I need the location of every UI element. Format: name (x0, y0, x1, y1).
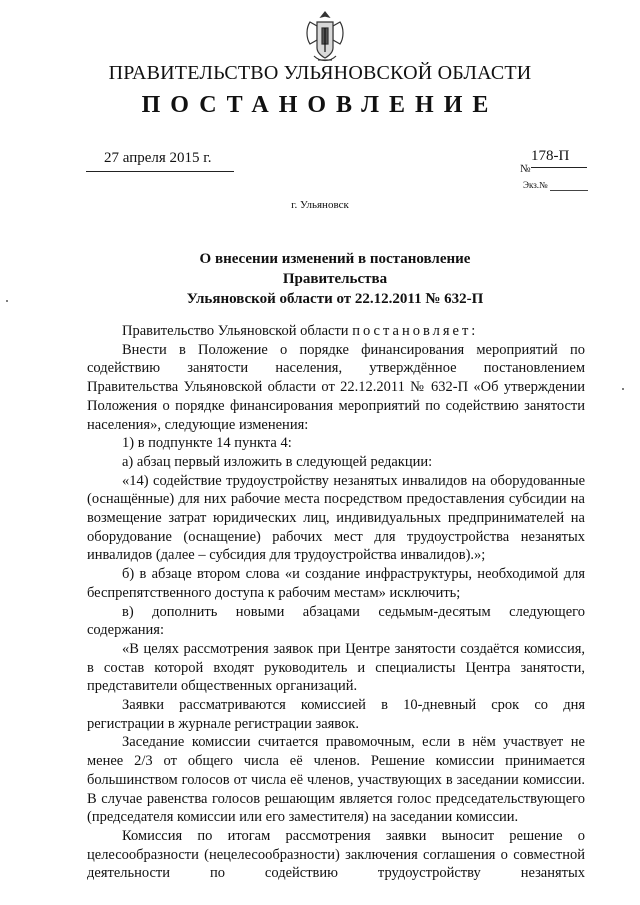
organization-title: ПРАВИТЕЛЬСТВО УЛЬЯНОВСКОЙ ОБЛАСТИ (108, 62, 532, 84)
intro-decree-word: постановляет: (352, 323, 479, 339)
document-date: 27 апреля 2015 г. (104, 150, 212, 166)
coat-of-arms-icon (300, 8, 350, 66)
paragraph-6: в) дополнить новыми абзацами седьмым-десятым следующего содержания: (87, 603, 585, 639)
date-underline (86, 171, 234, 172)
number-prefix: № (520, 163, 531, 175)
paragraph-9: Заседание комиссии считается правомочным, если в нём участвует не менее 2/3 от общего числа её членов. Решение комиссии принимается большинством голосов от числа её членов, участвующих в заседании комиссии. В случае равенства голосов решающим является голос председательствующего (председателя комиссии или его заместителя) на заседании комиссии. (87, 734, 585, 826)
paragraph-8: Заявки рассматриваются комиссией в 10-дневный срок со дня регистрации в журнале регистрации заявок. (87, 697, 585, 732)
scan-speck (622, 388, 624, 390)
paragraph-3: а) абзац первый изложить в следующей редакции: (122, 453, 433, 470)
copy-number-label: Экз.№ (523, 180, 548, 190)
title-line-1: О внесении изменений в постановление Правительства (199, 251, 471, 287)
scan-speck (6, 300, 8, 302)
paragraph-7: «В целях рассмотрения заявок при Центре занятости создаётся комиссия, в состав которой входят руководитель и специалисты Центра занятости, представители общественных организаций. (87, 640, 585, 695)
paragraph-5: б) в абзаце втором слова «и создание инфраструктуры, необходимой для беспрепятственного доступа к рабочим местам» исключить; (87, 566, 585, 601)
document-title (150, 249, 520, 309)
city: г. Ульяновск (291, 199, 349, 211)
document-number: 178-П (531, 148, 570, 164)
paragraph-10: Комиссия по итогам рассмотрения заявки выносит решение о целесообразности (нецелесообразности) заключения соглашения о совместной деятельности по содействию трудоустройству незанятых (87, 827, 585, 882)
copy-number-underline (550, 190, 588, 191)
intro-paragraph (87, 322, 585, 341)
intro-text: Правительство Ульяновской области (122, 323, 353, 339)
paragraph-2: 1) в подпункте 14 пункта 4: (122, 435, 292, 452)
document-type: ПОСТАНОВЛЕНИЕ (141, 92, 499, 118)
paragraph-4: «14) содействие трудоустройству незанятых инвалидов на оборудованные (оснащённые) для них рабочие места посредством предоставления субсидии на возмещение затрат юридических лиц, индивидуальных предпринимателей на оборудование (оснащение) рабочих мест для трудоустройства незанятых инвалидов (далее – субсидия для трудоустройства инвалидов).»; (87, 472, 585, 564)
number-underline (531, 167, 587, 168)
paragraph-1: Внести в Положение о порядке финансирования мероприятий по содействию занятости населения, утверждённое постановлением Правительства Ульяновской области от 22.12.2011 № 632-П «Об утверждении Положения о порядке финансирования мероприятий по содействию занятости населения», следующие изменения: (87, 341, 585, 433)
document-body (87, 322, 585, 883)
title-line-2: Ульяновской области от 22.12.2011 № 632-П (186, 291, 484, 307)
